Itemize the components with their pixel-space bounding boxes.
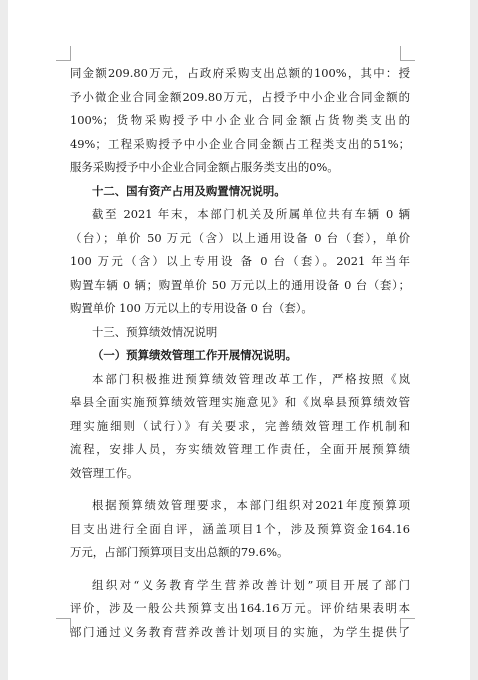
body-line: 组织对“义务教育学生营养改善计划”项目开展了部门 (92, 577, 410, 592)
body-line: （台）；单价 50 万元（含）以上通用设备 0 台（套），单价 (70, 230, 410, 245)
body-line: 效管理工作。 (70, 465, 139, 480)
body-line: 100%；货物采购授予中小企业合同金额占货物类支出的 (70, 113, 410, 127)
margin-corner-bottom-left (56, 618, 71, 633)
body-line: 皋县全面实施预算绩效管理实施意见》和《岚皋县预算绩效管 (70, 395, 410, 409)
body-line: 评价，涉及一般公共预算支出164.16万元。评价结果表明本 (70, 601, 410, 615)
body-line: 予小微企业合同金额209.80万元，占授予中小企业合同金额的 (70, 89, 410, 104)
body-line: 目支出进行全面自评，涵盖项目1个，涉及预算资金164.16 (70, 521, 410, 536)
document-page (8, 0, 470, 680)
margin-corner-top-left (56, 46, 71, 61)
body-line: 购置单价 100 万元以上的专用设备 0 台（套）。 (70, 301, 313, 315)
body-line: 49%；工程采购授予中小企业合同金额占工程类支出的51%； (70, 136, 410, 151)
body-line: 万元，占部门预算项目支出总额的79.6%。 (70, 545, 289, 559)
section-heading-12: 十二、国有资产占用及购置情况说明。 (92, 183, 286, 198)
body-line: 截至 2021 年末，本部门机关及所属单位共有车辆 0 辆 (92, 207, 410, 221)
body-line: 流程，安排人员，夯实绩效管理工作责任，全面开展预算绩 (70, 442, 410, 456)
document-body (70, 62, 410, 644)
body-line: 服务采购授予中小企业合同金额占服务类支出的0%。 (70, 160, 339, 174)
body-line: 本部门积极推进预算绩效管理改革工作，严格按照《岚 (92, 371, 410, 386)
body-line: 理实施细则（试行）》有关要求，完善绩效管理工作机制和 (70, 418, 410, 433)
body-line: 根据预算绩效管理要求，本部门组织对2021年度预算项 (92, 498, 410, 512)
body-line: 部门通过义务教育营养改善计划项目的实施，为学生提供了 (70, 624, 410, 639)
body-line: 同金额209.80万元，占政府采购支出总额的100%，其中：授 (70, 66, 410, 80)
body-line: 100 万元（含）以上专用设 备 0 台（套）。2021 年当年 (70, 254, 410, 268)
subsection-heading: （一）预算绩效管理工作开展情况说明。 (92, 348, 298, 362)
body-line: 购置车辆 0 辆；购置单价 50 万元以上的通用设备 0 台（套）； (70, 277, 410, 292)
section-heading-13: 十三、预算绩效情况说明 (92, 324, 218, 339)
margin-corner-top-right (400, 46, 415, 61)
